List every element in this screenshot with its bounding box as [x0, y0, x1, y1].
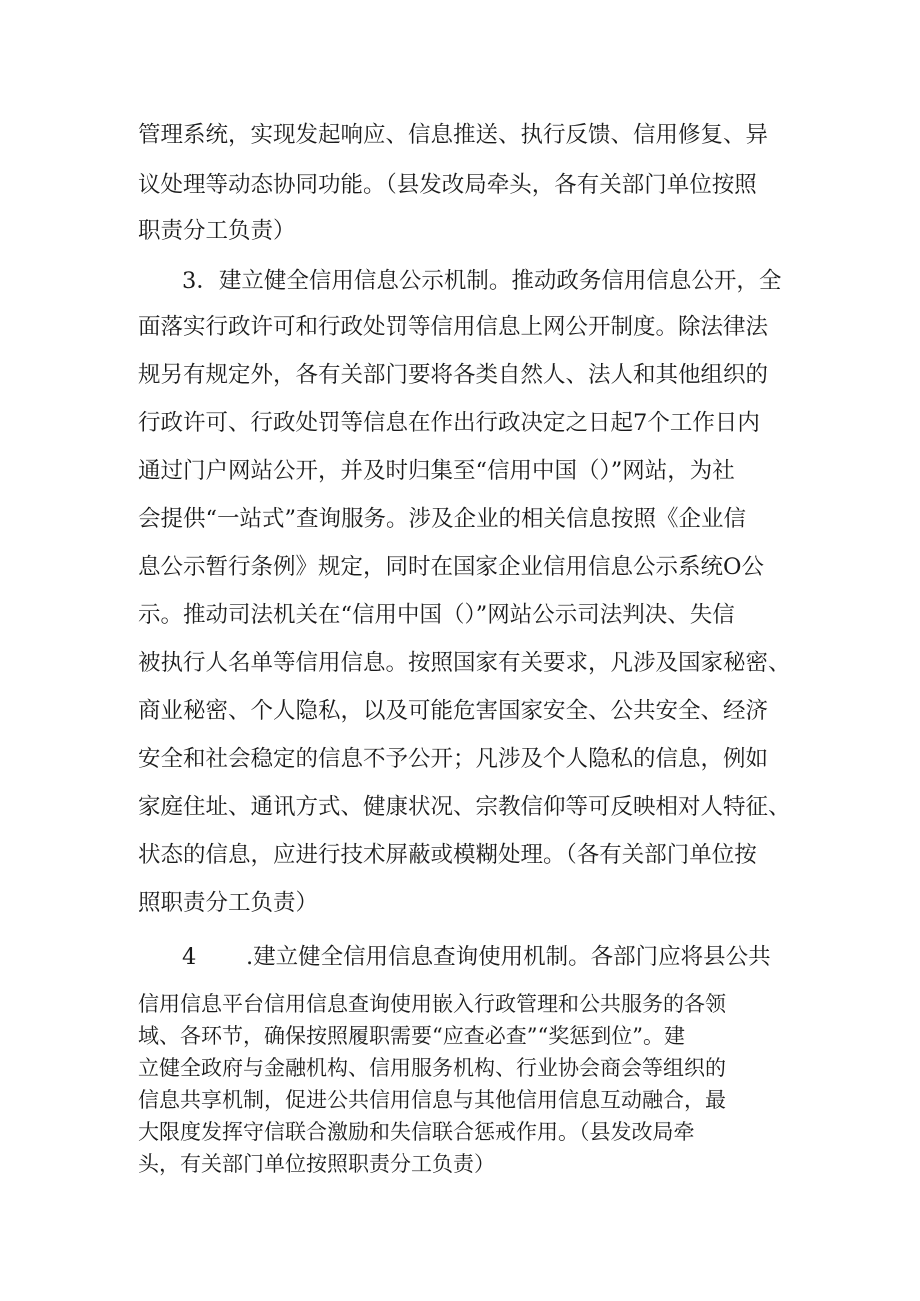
text-line: 管理系统，实现发起响应、信息推送、执行反馈、信用修复、异 [138, 122, 769, 148]
text-line: 状态的信息，应进行技术屏蔽或模糊处理。（各有关部门单位按 [138, 842, 757, 868]
text-line: 信息共享机制，促进公共信用信息与其他信用信息互动融合，最 [138, 1088, 726, 1112]
text-line: 行政许可、行政处罚等信息在作出行政决定之日起7个工作日内 [138, 410, 760, 436]
text-line: 3．建立健全信用信息公示机制。推动政务信用信息公开，全 [182, 268, 782, 294]
text-line: 商业秘密、个人隐私，以及可能危害国家安全、公共安全、经济 [138, 698, 769, 724]
text-line: 信用信息平台信用信息查询使用嵌入行政管理和公共服务的各领 [138, 992, 726, 1016]
text-line: 大限度发挥守信联合激励和失信联合惩戒作用。（县发改局牵 [138, 1120, 695, 1144]
text-line: 安全和社会稳定的信息不予公开；凡涉及个人隐私的信息，例如 [138, 746, 769, 772]
text-line: 头，有关部门单位按照职责分工负责） [138, 1152, 495, 1176]
text-line: 息公示暂行条例》规定，同时在国家企业信用信息公示系统O公 [138, 554, 764, 580]
text-line: 面落实行政许可和行政处罚等信用信息上网公开制度。除法律法 [138, 314, 769, 340]
text-line: 被执行人名单等信用信息。按照国家有关要求，凡涉及国家秘密、 [138, 650, 791, 676]
text-line: 会提供“一站式”查询服务。涉及企业的相关信息按照《企业信 [138, 506, 747, 532]
text-line: 议处理等动态协同功能。（县发改局牵头，各有关部门单位按照 [138, 172, 757, 198]
text-line: 立健全政府与金融机构、信用服务机构、行业协会商会等组织的 [138, 1056, 726, 1080]
text-line: 家庭住址、通讯方式、健康状况、宗教信仰等可反映相对人特征、 [138, 794, 791, 820]
text-line: 域、各环节，确保按照履职需要“应查必查”“奖惩到位”。建 [138, 1024, 685, 1048]
text-line: 示。推动司法机关在“信用中国（）”网站公示司法判决、失信 [138, 602, 735, 628]
text-line: .建立健全信用信息查询使用机制。各部门应将县公共 [246, 944, 771, 970]
text-line: 规另有规定外，各有关部门要将各类自然人、法人和其他组织的 [138, 362, 769, 388]
text-line: 职责分工负责） [138, 218, 296, 244]
list-number: 4 [182, 944, 197, 970]
text-line: 照职责分工负责） [138, 890, 319, 916]
text-line: 通过门户网站公开，并及时归集至“信用中国（）”网站，为社 [138, 458, 735, 484]
